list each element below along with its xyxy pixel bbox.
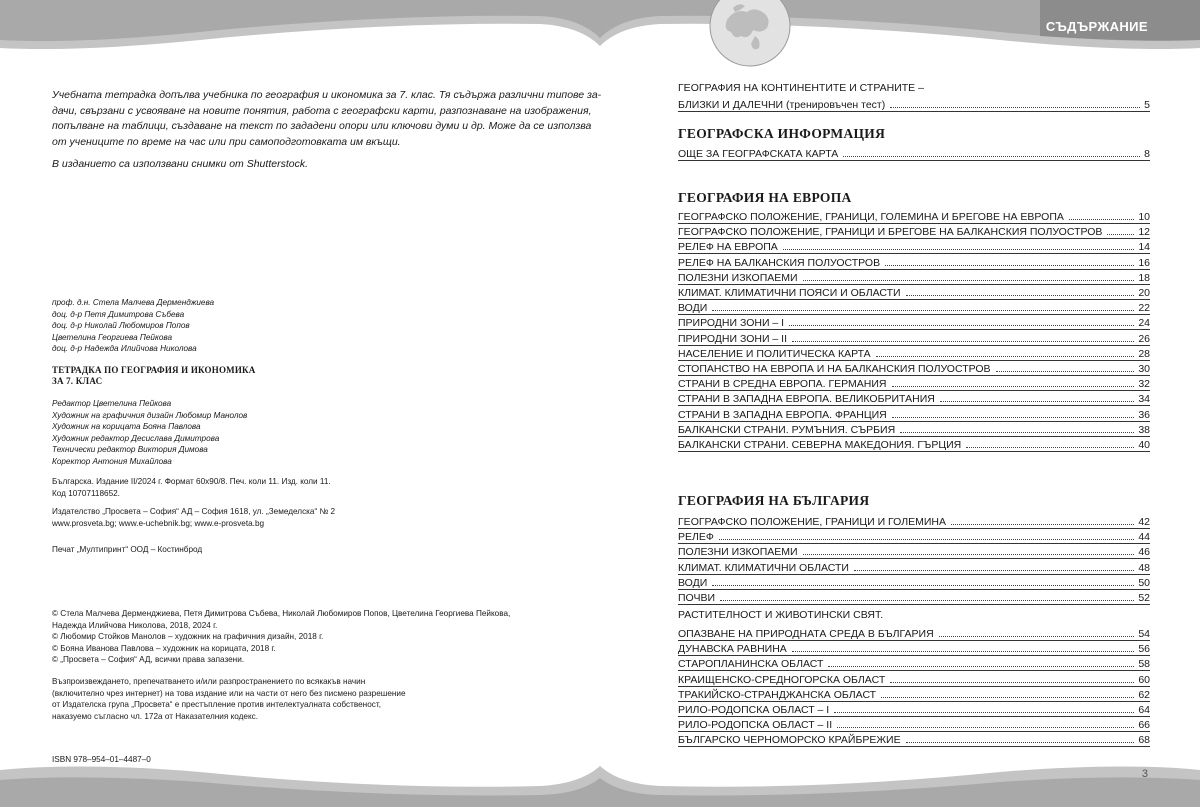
photo-credit-note: В изданието са използвани снимки от Shutterstock.	[52, 158, 308, 170]
toc-dot-leader	[966, 447, 1134, 448]
toc-entry-title: ДУНАВСКА РАВНИНА	[678, 643, 790, 655]
toc-entry-title: БЛИЗКИ И ДАЛЕЧНИ (тренировъчен тест)	[678, 99, 888, 111]
toc-dot-leader	[803, 280, 1135, 281]
toc-entry-title: БАЛКАНСКИ СТРАНИ. РУМЪНИЯ. СЪРБИЯ	[678, 424, 898, 436]
credit: Художник на корицата Бояна Павлова	[52, 422, 201, 431]
toc-entry-title: СТРАНИ В СРЕДНА ЕВРОПА. ГЕРМАНИЯ	[678, 378, 890, 390]
toc-entry[interactable]	[678, 640, 1150, 656]
toc-dot-leader	[854, 570, 1134, 571]
toc-entry-title: КРАИЩЕНСКО-СРЕДНОГОРСКА ОБЛАСТ	[678, 674, 888, 686]
toc-entry[interactable]	[678, 671, 1150, 687]
toc-entry-title: РЕЛЕФ	[678, 531, 717, 543]
toc-entry-title: ГЕОГРАФСКО ПОЛОЖЕНИЕ, ГРАНИЦИ И БРЕГОВЕ НА БАЛКАНСКИЯ ПОЛУОСТРОВ	[678, 226, 1105, 238]
authors-list	[52, 297, 214, 355]
copyright-notice	[52, 608, 510, 666]
toc-dot-leader	[939, 636, 1135, 637]
toc-dot-leader	[803, 554, 1135, 555]
intro-line: попълване на таблици, създаване на текст по зададени опори или ключови думи и др. Може да се използва	[52, 120, 592, 132]
toc-entry-page: 58	[1138, 658, 1150, 671]
toc-entry[interactable]	[678, 559, 1150, 575]
toc-entry[interactable]	[678, 589, 1150, 605]
toc-entry-page: 34	[1138, 393, 1150, 406]
toc-entry-title: СТОПАНСТВО НА ЕВРОПА И НА БАЛКАНСКИЯ ПОЛУОСТРОВ	[678, 363, 994, 375]
toc-entry-title: ТРАКИЙСКО-СТРАНДЖАНСКА ОБЛАСТ	[678, 689, 879, 701]
publisher-info	[52, 506, 335, 529]
toc-entry[interactable]	[678, 375, 1150, 391]
publisher-line: www.prosveta.bg; www.e-uchebnik.bg; www.e-prosveta.bg	[52, 518, 265, 528]
toc-entry-page: 5	[1144, 99, 1150, 111]
toc-section-heading: ГЕОГРАФСКА ИНФОРМАЦИЯ	[678, 126, 886, 141]
publication-info	[52, 476, 331, 499]
toc-entry-page: 16	[1138, 256, 1150, 269]
toc-entry[interactable]	[678, 299, 1150, 315]
toc-dot-leader	[719, 539, 1134, 540]
toc-entry[interactable]	[678, 686, 1150, 702]
toc-entry[interactable]	[678, 223, 1150, 239]
toc-dot-leader	[996, 371, 1135, 372]
toc-entry[interactable]	[678, 145, 1150, 161]
credit: Редактор Цветелина Пейкова	[52, 399, 172, 408]
toc-entry-title: ВОДИ	[678, 577, 710, 589]
isbn: ISBN 978–954–01–4487–0	[52, 755, 151, 764]
toc-dot-leader	[906, 742, 1135, 743]
toc-dot-leader	[783, 249, 1135, 250]
book-title	[52, 365, 255, 387]
toc-intro-line: ГЕОГРАФИЯ НА КОНТИНЕНТИТЕ И СТРАНИТЕ –	[678, 82, 924, 94]
toc-dot-leader	[1069, 219, 1134, 220]
toc-dot-leader	[885, 265, 1134, 266]
toc-entry[interactable]	[678, 254, 1150, 270]
book-title-line: ЗА 7. КЛАС	[52, 376, 103, 386]
toc-entry-title: РИЛО-РОДОПСКА ОБЛАСТ – II	[678, 719, 835, 731]
toc-entry-page: 18	[1138, 271, 1150, 284]
toc-entry-title: ВОДИ	[678, 302, 710, 314]
rights-line: Възпроизвеждането, препечатването и/или разпространението по всякакъв начин	[52, 677, 366, 686]
toc-entry[interactable]	[678, 238, 1150, 254]
toc-entry[interactable]	[678, 406, 1150, 422]
toc-entry[interactable]	[678, 436, 1150, 452]
toc-entry[interactable]	[678, 208, 1150, 224]
toc-entry-title: ПОЧВИ	[678, 592, 718, 604]
author: доц. д-р Надежда Илийчова Николова	[52, 344, 197, 353]
publisher-line: Издателство „Просвета – София“ АД – София 1618, ул. „Земеделска“ № 2	[52, 507, 336, 516]
toc-entry-title: НАСЕЛЕНИЕ И ПОЛИТИЧЕСКА КАРТА	[678, 348, 874, 360]
toc-entry-page: 30	[1138, 363, 1150, 375]
toc-entry-page: 50	[1138, 576, 1150, 589]
toc-entry-title: РИЛО-РОДОПСКА ОБЛАСТ – I	[678, 704, 832, 716]
toc-entry-page: 52	[1138, 592, 1150, 604]
toc-entry-title: ОПАЗВАНЕ НА ПРИРОДНАТА СРЕДА В БЪЛГАРИЯ	[678, 628, 937, 640]
author: доц. д-р Петя Димитрова Събева	[52, 309, 185, 319]
copyright-line: © „Просвета – София“ АД, всички права запазени.	[52, 655, 245, 664]
toc-entry[interactable]	[678, 96, 1150, 112]
toc-entry-page: 56	[1138, 643, 1150, 656]
toc-entry[interactable]	[678, 314, 1150, 330]
toc-entry-page: 14	[1138, 241, 1150, 254]
toc-entry-title: РЕЛЕФ НА ЕВРОПА	[678, 241, 781, 253]
toc-dot-leader	[792, 341, 1134, 342]
toc-dot-leader	[720, 600, 1134, 601]
toc-entry-title: ГЕОГРАФСКО ПОЛОЖЕНИЕ, ГРАНИЦИ И ГОЛЕМИНА	[678, 516, 949, 528]
toc-entry-page: 32	[1138, 378, 1150, 391]
credit: Коректор Антония Михайлова	[52, 456, 172, 466]
toc-entry-title: СТРАНИ В ЗАПАДНА ЕВРОПА. ФРАНЦИЯ	[678, 409, 890, 421]
toc-entry-page: 48	[1138, 561, 1150, 574]
intro-line: от учениците по време на час или при самоподготовката им вкъщи.	[52, 135, 401, 148]
credits-list	[52, 398, 247, 467]
toc-dot-leader	[712, 585, 1134, 586]
toc-section-heading: ГЕОГРАФИЯ НА БЪЛГАРИЯ	[678, 493, 870, 508]
pubinfo-line: Код 10707118652.	[52, 488, 120, 498]
printer-info: Печат „Мултипринт“ ООД – Костинброд	[52, 545, 203, 554]
toc-dot-leader	[900, 432, 1134, 433]
toc-entry[interactable]	[678, 421, 1150, 437]
toc-entry-title: РЕЛЕФ НА БАЛКАНСКИЯ ПОЛУОСТРОВ	[678, 257, 883, 269]
toc-plain-line: РАСТИТЕЛНОСТ И ЖИВОТИНСКИ СВЯТ.	[678, 609, 884, 621]
credit: Технически редактор Виктория Димова	[52, 445, 208, 454]
toc-entry-page: 36	[1138, 408, 1150, 421]
toc-entry-page: 60	[1138, 673, 1150, 686]
toc-dot-leader	[940, 401, 1134, 402]
toc-entry-page: 68	[1138, 734, 1150, 747]
rights-notice	[52, 676, 406, 722]
toc-entry[interactable]	[678, 330, 1150, 346]
toc-entry-title: БАЛКАНСКИ СТРАНИ. СЕВЕРНА МАКЕДОНИЯ. ГЪРЦИЯ	[678, 439, 964, 451]
toc-entry[interactable]	[678, 390, 1150, 406]
toc-entry[interactable]	[678, 345, 1150, 361]
toc-entry[interactable]	[678, 513, 1150, 529]
toc-entry-title: ПОЛЕЗНИ ИЗКОПАЕМИ	[678, 272, 801, 284]
toc-dot-leader	[906, 295, 1135, 296]
intro-line: дачи, свързани с усвояване на новите понятия, работа с географски карти, разпознаване на изображения,	[52, 104, 592, 117]
toc-entry-page: 64	[1138, 704, 1150, 716]
rights-line: наказуемо съгласно чл. 172а от Наказателния кодекс.	[52, 711, 259, 721]
author: Цветелина Георгиева Пейкова	[52, 332, 173, 342]
toc-entry-title: КЛИМАТ. КЛИМАТИЧНИ ОБЛАСТИ	[678, 562, 852, 574]
toc-entry[interactable]	[678, 655, 1150, 671]
toc-entry-title: ОЩЕ ЗА ГЕОГРАФСКАТА КАРТА	[678, 148, 841, 160]
copyright-line: Надежда Илийчова Николова, 2018, 2024 г.	[52, 620, 218, 630]
toc-entry[interactable]	[678, 716, 1150, 732]
page-number: 3	[1141, 768, 1148, 780]
toc-entry-page: 66	[1138, 719, 1150, 732]
toc-dot-leader	[843, 156, 1140, 157]
author: доц. д-р Николай Любомиров Попов	[52, 321, 190, 330]
page-section-title: СЪДЪРЖАНИЕ	[1045, 19, 1148, 34]
toc-entry[interactable]	[678, 731, 1150, 747]
toc-dot-leader	[712, 310, 1134, 311]
toc-entry-title: СТАРОПЛАНИНСКА ОБЛАСТ	[678, 658, 826, 670]
toc-dot-leader	[834, 712, 1134, 713]
toc-entry[interactable]	[678, 528, 1150, 544]
toc-entry-title: ПОЛЕЗНИ ИЗКОПАЕМИ	[678, 546, 801, 558]
toc-dot-leader	[892, 386, 1135, 387]
toc-entry-page: 22	[1138, 302, 1150, 315]
toc-dot-leader	[1107, 234, 1134, 235]
toc-dot-leader	[792, 651, 1135, 652]
toc-entry-page: 24	[1138, 317, 1150, 330]
copyright-line: © Бояна Иванова Павлова – художник на корицата, 2018 г.	[52, 643, 276, 653]
toc-entry-page: 26	[1138, 332, 1150, 345]
toc-entry-title: ГЕОГРАФСКО ПОЛОЖЕНИЕ, ГРАНИЦИ, ГОЛЕМИНА И БРЕГОВЕ НА ЕВРОПА	[678, 211, 1067, 223]
copyright-line: © Стела Малчева Дерменджиева, Петя Димитрова Събева, Николай Любомиров Попов, Цветелина Георгиева Пейкова,	[52, 609, 511, 618]
toc-entry-page: 20	[1138, 287, 1150, 299]
toc-entry-title: ПРИРОДНИ ЗОНИ – II	[678, 333, 790, 345]
toc-entry-title: БЪЛГАРСКО ЧЕРНОМОРСКО КРАЙБРЕЖИЕ	[678, 734, 904, 746]
toc-entry-page: 54	[1138, 628, 1150, 640]
toc-entry-page: 44	[1138, 531, 1150, 544]
toc-dot-leader	[881, 697, 1134, 698]
intro-text	[52, 88, 602, 170]
toc-entry-page: 46	[1138, 546, 1150, 559]
toc-entry-page: 42	[1138, 516, 1150, 528]
toc-entry[interactable]	[678, 574, 1150, 590]
book-title-line: ТЕТРАДКА ПО ГЕОГРАФИЯ И ИКОНОМИКА	[52, 365, 256, 375]
toc-dot-leader	[892, 417, 1135, 418]
toc-entry[interactable]	[678, 269, 1150, 285]
intro-line: Учебната тетрадка допълва учебника по география и икономика за 7. клас. Тя съдържа различни типове за-	[52, 89, 602, 101]
toc-section-heading: ГЕОГРАФИЯ НА ЕВРОПА	[678, 190, 852, 205]
rights-line: от Издателска група „Просвета“ е престъпление против интелектуалната собственост,	[52, 700, 381, 709]
toc-dot-leader	[951, 524, 1134, 525]
rights-line: (включително чрез интернет) на това издание или на части от него без писмено разрешение	[52, 688, 406, 698]
toc-entry-page: 40	[1138, 439, 1150, 451]
toc-entry-page: 10	[1138, 211, 1150, 223]
toc-entry[interactable]	[678, 701, 1150, 717]
toc-entry[interactable]	[678, 543, 1150, 559]
copyright-line: © Любомир Стойков Манолов – художник на графичния дизайн, 2018 г.	[52, 632, 324, 641]
toc-dot-leader	[828, 666, 1134, 667]
toc-dot-leader	[789, 325, 1134, 326]
author: проф. д.н. Стела Малчева Дерменджиева	[52, 298, 215, 307]
credit: Художник на графичния дизайн Любомир Манолов	[52, 410, 248, 420]
toc-dot-leader	[837, 727, 1134, 728]
toc-entry[interactable]	[678, 625, 1150, 641]
europe-globe-icon	[705, 0, 795, 72]
toc-entry-page: 28	[1138, 347, 1150, 360]
toc-entry-title: СТРАНИ В ЗАПАДНА ЕВРОПА. ВЕЛИКОБРИТАНИЯ	[678, 393, 938, 405]
toc-entry[interactable]	[678, 284, 1150, 300]
toc-entry-title: КЛИМАТ. КЛИМАТИЧНИ ПОЯСИ И ОБЛАСТИ	[678, 287, 904, 299]
toc-dot-leader	[890, 682, 1134, 683]
toc-entry-page: 12	[1138, 226, 1150, 239]
toc-entry-page: 62	[1138, 688, 1150, 701]
toc-entry-title: ПРИРОДНИ ЗОНИ – I	[678, 317, 787, 329]
toc-entry[interactable]	[678, 360, 1150, 376]
pubinfo-line: Българска. Издание II/2024 г. Формат 60х90/8. Печ. коли 11. Изд. коли 11.	[52, 477, 331, 486]
toc-entry-page: 8	[1144, 148, 1150, 160]
toc-entry-page: 38	[1138, 423, 1150, 436]
credit: Художник редактор Десислава Димитрова	[52, 433, 220, 443]
toc-dot-leader	[876, 356, 1135, 357]
